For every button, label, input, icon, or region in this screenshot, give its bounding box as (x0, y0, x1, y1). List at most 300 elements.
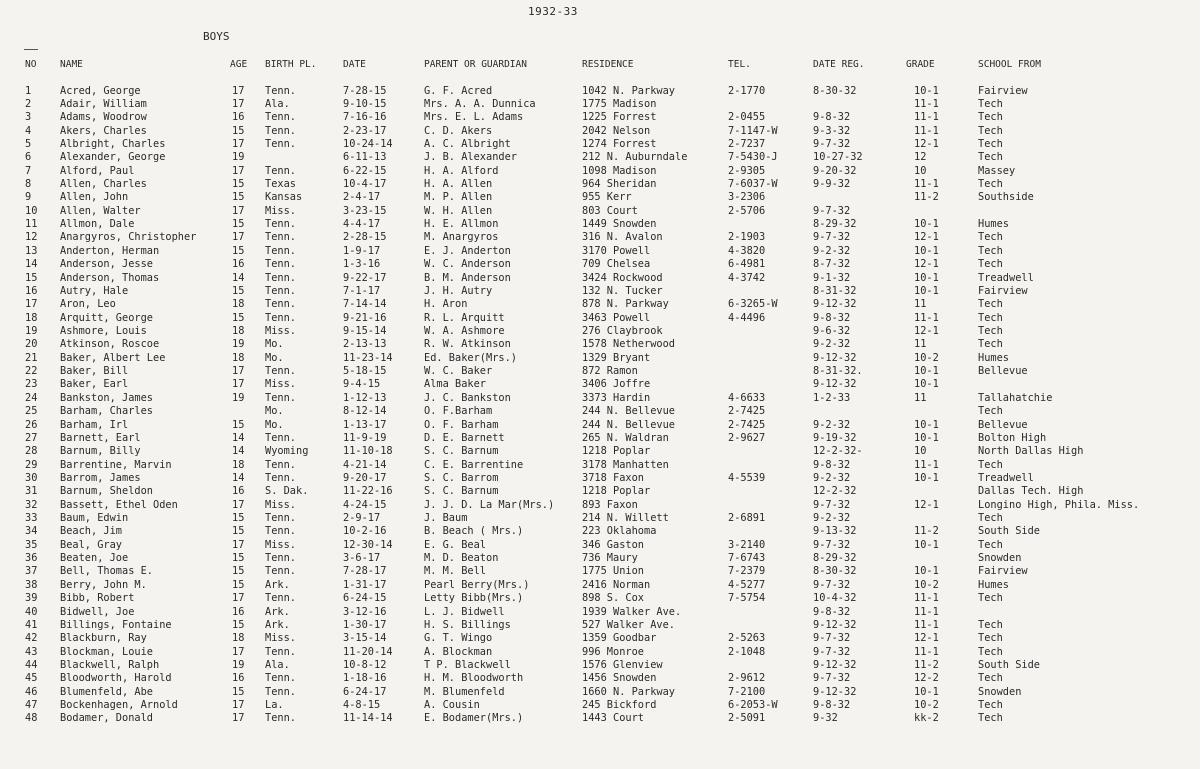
student-name: Bankston, James (60, 391, 153, 404)
header-parent: PARENT OR GUARDIAN (424, 59, 527, 70)
table-row (0, 632, 1200, 645)
school-from: Bellevue (978, 365, 1028, 378)
date-registered: 9-13-32 (813, 525, 857, 538)
parent-guardian: O. F. Barham (424, 418, 499, 431)
row-number: 16 (25, 284, 38, 297)
birth-date: 9-15-14 (343, 324, 387, 337)
grade: 12-1 (914, 498, 939, 511)
birth-date: 11-22-16 (343, 485, 393, 498)
date-registered: 9-20-32 (813, 164, 857, 177)
residence: 1443 Court (582, 712, 644, 725)
birth-date: 9-21-16 (343, 311, 387, 324)
student-age: 17 (232, 204, 245, 217)
student-name: Billings, Fontaine (60, 618, 172, 631)
residence: 1576 Glenview (582, 658, 663, 671)
birth-date: 1-9-17 (343, 244, 381, 257)
residence: 1775 Madison (582, 97, 657, 110)
date-registered: 12-2-32- (813, 445, 863, 458)
student-name: Anderson, Jesse (60, 258, 153, 271)
school-from: South Side (978, 658, 1040, 671)
birth-place: La. (265, 699, 284, 712)
residence: 3463 Powell (582, 311, 651, 324)
row-number: 28 (25, 445, 38, 458)
telephone: 4-3820 (728, 244, 766, 257)
parent-guardian: S. C. Barrom (424, 471, 499, 484)
residence: 1042 N. Parkway (582, 84, 675, 97)
school-from: Tech (978, 244, 1003, 257)
birth-date: 11-23-14 (343, 351, 393, 364)
birth-date: 9-4-15 (343, 378, 381, 391)
parent-guardian: Mrs. E. L. Adams (424, 111, 524, 124)
birth-date: 11-9-19 (343, 431, 387, 444)
row-number: 38 (25, 578, 38, 591)
student-name: Bassett, Ethel Oden (60, 498, 178, 511)
grade: 11-1 (914, 178, 939, 191)
student-name: Bodamer, Donald (60, 712, 153, 725)
table-row (0, 338, 1200, 351)
table-row (0, 218, 1200, 231)
grade: 10-1 (914, 271, 939, 284)
student-name: Autry, Hale (60, 284, 129, 297)
student-name: Baum, Edwin (60, 512, 129, 525)
student-age: 14 (232, 431, 245, 444)
student-name: Baker, Albert Lee (60, 351, 166, 364)
table-row (0, 125, 1200, 138)
birth-place: Tenn. (265, 431, 296, 444)
school-from: Tech (978, 324, 1003, 337)
student-age: 17 (232, 231, 245, 244)
date-registered: 8-29-32 (813, 552, 857, 565)
student-age: 14 (232, 471, 245, 484)
grade: 12-1 (914, 231, 939, 244)
telephone: 2-9305 (728, 164, 766, 177)
table-row (0, 151, 1200, 164)
row-number: 19 (25, 324, 38, 337)
grade: 10-1 (914, 284, 939, 297)
residence: 1329 Bryant (582, 351, 651, 364)
table-row (0, 405, 1200, 418)
table-row (0, 539, 1200, 552)
birth-date: 7-1-17 (343, 284, 381, 297)
parent-guardian: H. Aron (424, 298, 468, 311)
row-number: 10 (25, 204, 38, 217)
school-from: Snowden (978, 552, 1022, 565)
grade: 12-2 (914, 672, 939, 685)
grade: 10-2 (914, 351, 939, 364)
school-from: Tech (978, 137, 1003, 150)
date-registered: 9-1-32 (813, 271, 851, 284)
header-birth-place: BIRTH PL. (265, 59, 317, 70)
parent-guardian: H. S. Billings (424, 618, 511, 631)
residence: 898 S. Cox (582, 592, 644, 605)
telephone: 2-7425 (728, 418, 766, 431)
student-name: Barnum, Sheldon (60, 485, 153, 498)
table-row (0, 85, 1200, 98)
telephone: 4-5277 (728, 578, 766, 591)
row-number: 14 (25, 258, 38, 271)
school-from: Tech (978, 458, 1003, 471)
student-name: Bibb, Robert (60, 592, 135, 605)
student-name: Baker, Bill (60, 365, 129, 378)
row-number: 8 (25, 178, 32, 191)
date-registered: 8-29-32 (813, 218, 857, 231)
birth-place: Miss. (265, 632, 296, 645)
telephone: 7-5430-J (728, 151, 778, 164)
student-name: Adams, Woodrow (60, 111, 147, 124)
telephone: 7-1147-W (728, 124, 778, 137)
table-row (0, 699, 1200, 712)
parent-guardian: W. C. Anderson (424, 258, 511, 271)
table-row (0, 258, 1200, 271)
residence: 214 N. Willett (582, 512, 669, 525)
parent-guardian: D. E. Barnett (424, 431, 505, 444)
school-from: Tech (978, 592, 1003, 605)
residence: 1660 N. Parkway (582, 685, 675, 698)
parent-guardian: Alma Baker (424, 378, 486, 391)
telephone: 4-3742 (728, 271, 766, 284)
birth-date: 2-13-13 (343, 338, 387, 351)
residence: 996 Monroe (582, 645, 644, 658)
parent-guardian: B. Beach ( Mrs.) (424, 525, 524, 538)
student-age: 17 (232, 97, 245, 110)
student-age: 15 (232, 512, 245, 525)
date-registered: 9-9-32 (813, 178, 851, 191)
residence: 316 N. Avalon (582, 231, 663, 244)
residence: 1098 Madison (582, 164, 657, 177)
student-name: Allen, Charles (60, 178, 147, 191)
telephone: 6-4981 (728, 258, 766, 271)
birth-place: Tenn. (265, 218, 296, 231)
student-age: 18 (232, 298, 245, 311)
school-from: Dallas Tech. High (978, 485, 1084, 498)
birth-place: Tenn. (265, 712, 296, 725)
row-number: 33 (25, 512, 38, 525)
school-from: Tech (978, 712, 1003, 725)
grade: 12 (914, 151, 927, 164)
residence: 244 N. Bellevue (582, 405, 675, 418)
table-row (0, 565, 1200, 578)
birth-date: 1-3-16 (343, 258, 381, 271)
birth-date: 3-23-15 (343, 204, 387, 217)
table-row (0, 579, 1200, 592)
date-registered: 9-8-32 (813, 458, 851, 471)
student-name: Blackburn, Ray (60, 632, 147, 645)
school-from: Tech (978, 231, 1003, 244)
row-number: 29 (25, 458, 38, 471)
row-number: 2 (25, 97, 32, 110)
student-name: Ashmore, Louis (60, 324, 147, 337)
grade: 11-1 (914, 592, 939, 605)
row-number: 35 (25, 538, 38, 551)
birth-date: 11-14-14 (343, 712, 393, 725)
table-row (0, 272, 1200, 285)
birth-date: 2-9-17 (343, 512, 381, 525)
birth-date: 11-20-14 (343, 645, 393, 658)
telephone: 2-7425 (728, 405, 766, 418)
grade: 10-1 (914, 418, 939, 431)
school-from: Bellevue (978, 418, 1028, 431)
date-registered: 9-12-32 (813, 298, 857, 311)
birth-date: 6-24-17 (343, 685, 387, 698)
parent-guardian: T P. Blackwell (424, 658, 511, 671)
student-name: Blackwell, Ralph (60, 658, 160, 671)
row-number: 26 (25, 418, 38, 431)
birth-place: Ala. (265, 97, 290, 110)
date-registered: 9-2-32 (813, 244, 851, 257)
table-row (0, 552, 1200, 565)
residence: 2042 Nelson (582, 124, 651, 137)
parent-guardian: R. L. Arquitt (424, 311, 505, 324)
school-from: Tech (978, 151, 1003, 164)
parent-guardian: M. M. Bell (424, 565, 486, 578)
date-registered: 9-19-32 (813, 431, 857, 444)
date-registered: 9-32 (813, 712, 838, 725)
birth-place: Miss. (265, 498, 296, 511)
school-from: North Dallas High (978, 445, 1084, 458)
parent-guardian: J. H. Autry (424, 284, 493, 297)
school-from: Tech (978, 405, 1003, 418)
header-tel: TEL. (728, 59, 751, 70)
student-age: 17 (232, 538, 245, 551)
school-from: Tech (978, 672, 1003, 685)
header-school: SCHOOL FROM (978, 59, 1041, 70)
parent-guardian: A. Blockman (424, 645, 493, 658)
table-row (0, 191, 1200, 204)
birth-place: Tenn. (265, 298, 296, 311)
row-number: 39 (25, 592, 38, 605)
student-age: 18 (232, 632, 245, 645)
telephone: 2-0455 (728, 111, 766, 124)
student-name: Alford, Paul (60, 164, 135, 177)
row-number: 4 (25, 124, 32, 137)
student-name: Barrentine, Marvin (60, 458, 172, 471)
row-number: 40 (25, 605, 38, 618)
birth-place: Mo. (265, 405, 284, 418)
birth-date: 4-4-17 (343, 218, 381, 231)
parent-guardian: M. Blumenfeld (424, 685, 505, 698)
table-row (0, 419, 1200, 432)
telephone: 2-6891 (728, 512, 766, 525)
grade: 11-1 (914, 645, 939, 658)
table-row (0, 686, 1200, 699)
birth-place: Tenn. (265, 258, 296, 271)
parent-guardian: G. T. Wingo (424, 632, 493, 645)
student-name: Allen, John (60, 191, 129, 204)
birth-place: Mo. (265, 418, 284, 431)
grade: 10 (914, 445, 927, 458)
school-from: Tech (978, 538, 1003, 551)
student-name: Anargyros, Christopher (60, 231, 197, 244)
header-residence: RESIDENCE (582, 59, 634, 70)
date-registered: 9-12-32 (813, 351, 857, 364)
parent-guardian: M. D. Beaton (424, 552, 499, 565)
school-from: Humes (978, 578, 1009, 591)
student-name: Beal, Gray (60, 538, 122, 551)
table-row (0, 178, 1200, 191)
residence: 3170 Powell (582, 244, 651, 257)
grade: 10-1 (914, 431, 939, 444)
birth-date: 2-4-17 (343, 191, 381, 204)
birth-place: Tenn. (265, 458, 296, 471)
student-name: Adair, William (60, 97, 147, 110)
table-row (0, 459, 1200, 472)
residence: 1939 Walker Ave. (582, 605, 682, 618)
grade: 12-1 (914, 324, 939, 337)
student-age: 17 (232, 164, 245, 177)
grade: 11-1 (914, 458, 939, 471)
parent-guardian: A. C. Albright (424, 137, 511, 150)
birth-date: 2-23-17 (343, 124, 387, 137)
grade: 10-2 (914, 699, 939, 712)
header-date: DATE (343, 59, 366, 70)
student-age: 15 (232, 218, 245, 231)
margin-mark (24, 49, 38, 50)
student-age: 17 (232, 84, 245, 97)
birth-place: Tenn. (265, 512, 296, 525)
parent-guardian: S. C. Barnum (424, 445, 499, 458)
grade: 12-1 (914, 137, 939, 150)
parent-guardian: G. F. Acred (424, 84, 493, 97)
student-age: 18 (232, 458, 245, 471)
date-registered: 9-8-32 (813, 111, 851, 124)
parent-guardian: H. A. Alford (424, 164, 499, 177)
birth-place: Tenn. (265, 565, 296, 578)
school-from: Fairview (978, 565, 1028, 578)
birth-place: Tenn. (265, 471, 296, 484)
birth-date: 1-30-17 (343, 618, 387, 631)
row-number: 1 (25, 84, 32, 97)
student-age: 19 (232, 151, 245, 164)
parent-guardian: J. C. Bankston (424, 391, 511, 404)
residence: 1359 Goodbar (582, 632, 657, 645)
residence: 1218 Poplar (582, 485, 651, 498)
birth-date: 1-31-17 (343, 578, 387, 591)
table-row (0, 98, 1200, 111)
telephone: 6-3265-W (728, 298, 778, 311)
student-name: Barham, Charles (60, 405, 153, 418)
birth-place: Ark. (265, 605, 290, 618)
telephone: 4-4496 (728, 311, 766, 324)
date-registered: 9-7-32 (813, 632, 851, 645)
birth-place: Mo. (265, 338, 284, 351)
date-registered: 9-12-32 (813, 378, 857, 391)
date-registered: 9-2-32 (813, 471, 851, 484)
birth-date: 12-30-14 (343, 538, 393, 551)
school-from: Tech (978, 645, 1003, 658)
student-age: 17 (232, 645, 245, 658)
residence: 1456 Snowden (582, 672, 657, 685)
table-row (0, 298, 1200, 311)
parent-guardian: H. M. Bloodworth (424, 672, 524, 685)
student-age: 14 (232, 271, 245, 284)
table-row (0, 205, 1200, 218)
date-registered: 8-30-32 (813, 84, 857, 97)
school-from: Fairview (978, 84, 1028, 97)
parent-guardian: W. C. Baker (424, 365, 493, 378)
grade: 10-1 (914, 471, 939, 484)
grade: 10-2 (914, 578, 939, 591)
student-age: 19 (232, 658, 245, 671)
date-registered: 9-2-32 (813, 512, 851, 525)
birth-place: Tenn. (265, 365, 296, 378)
table-row (0, 592, 1200, 605)
row-number: 17 (25, 298, 38, 311)
birth-date: 1-13-17 (343, 418, 387, 431)
student-name: Atkinson, Roscoe (60, 338, 160, 351)
row-number: 34 (25, 525, 38, 538)
row-number: 27 (25, 431, 38, 444)
birth-date: 10-24-14 (343, 137, 393, 150)
row-number: 42 (25, 632, 38, 645)
parent-guardian: O. F.Barham (424, 405, 493, 418)
date-registered: 9-8-32 (813, 605, 851, 618)
date-registered: 12-2-32 (813, 485, 857, 498)
residence: 245 Bickford (582, 699, 657, 712)
birth-place: Tenn. (265, 84, 296, 97)
residence: 1274 Forrest (582, 137, 657, 150)
table-row (0, 672, 1200, 685)
table-row (0, 245, 1200, 258)
date-registered: 10-27-32 (813, 151, 863, 164)
grade: 11 (914, 391, 927, 404)
row-number: 23 (25, 378, 38, 391)
residence: 212 N. Auburndale (582, 151, 688, 164)
school-from: Fairview (978, 284, 1028, 297)
grade: 10-1 (914, 365, 939, 378)
date-registered: 9-8-32 (813, 699, 851, 712)
grade: 10-1 (914, 244, 939, 257)
student-age: 15 (232, 578, 245, 591)
student-age: 15 (232, 685, 245, 698)
birth-date: 10-8-12 (343, 658, 387, 671)
student-name: Baker, Earl (60, 378, 129, 391)
row-number: 44 (25, 658, 38, 671)
row-number: 46 (25, 685, 38, 698)
birth-date: 2-28-15 (343, 231, 387, 244)
date-registered: 9-7-32 (813, 645, 851, 658)
birth-date: 6-11-13 (343, 151, 387, 164)
row-number: 36 (25, 552, 38, 565)
parent-guardian: W. H. Allen (424, 204, 493, 217)
date-registered: 8-30-32 (813, 565, 857, 578)
date-registered: 9-7-32 (813, 672, 851, 685)
telephone: 2-7237 (728, 137, 766, 150)
school-from: Tech (978, 618, 1003, 631)
telephone: 2-1903 (728, 231, 766, 244)
birth-place: Tenn. (265, 672, 296, 685)
school-from: Tech (978, 97, 1003, 110)
table-row (0, 646, 1200, 659)
row-number: 21 (25, 351, 38, 364)
student-name: Bidwell, Joe (60, 605, 135, 618)
row-number: 24 (25, 391, 38, 404)
grade: 11-1 (914, 97, 939, 110)
residence: 3424 Rockwood (582, 271, 663, 284)
birth-date: 3-6-17 (343, 552, 381, 565)
student-age: 15 (232, 311, 245, 324)
row-number: 22 (25, 365, 38, 378)
birth-place: Tenn. (265, 137, 296, 150)
student-name: Alexander, George (60, 151, 166, 164)
parent-guardian: M. Anargyros (424, 231, 499, 244)
telephone: 2-1770 (728, 84, 766, 97)
grade: 10-1 (914, 565, 939, 578)
date-registered: 1-2-33 (813, 391, 851, 404)
parent-guardian: M. P. Allen (424, 191, 493, 204)
header-no: NO (25, 59, 37, 70)
telephone: 2-9627 (728, 431, 766, 444)
parent-guardian: Ed. Baker(Mrs.) (424, 351, 517, 364)
